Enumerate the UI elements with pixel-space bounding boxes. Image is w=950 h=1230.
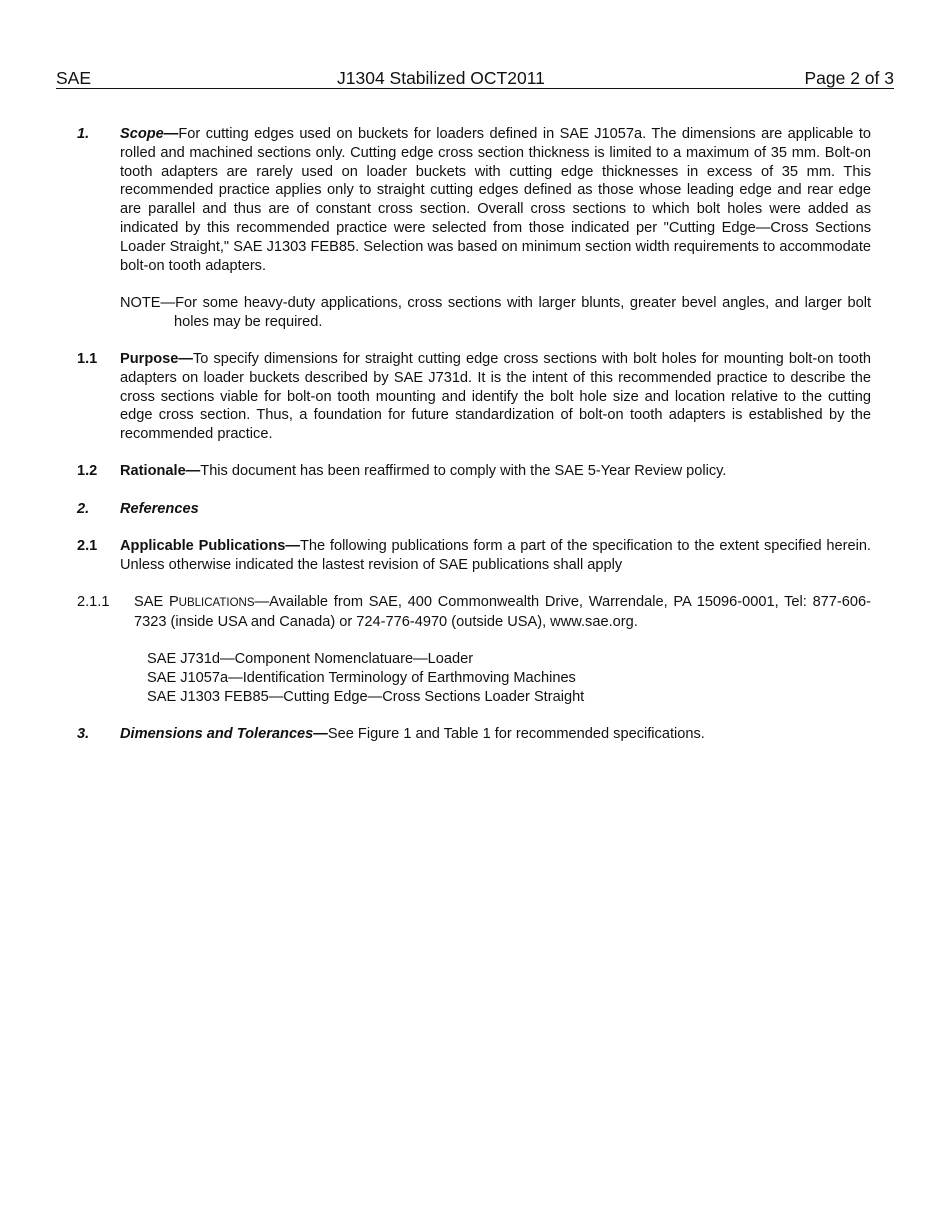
section-sae-publications	[77, 593, 871, 632]
section-title: Scope—	[120, 126, 179, 142]
section-number: 1.1	[77, 350, 98, 367]
section-scope	[77, 125, 871, 275]
section-text: —Available from SAE, 400 Commonwealth Drive, Warrendale, PA 15096-0001, Tel: 877-606-7323 (inside USA and Canada) or 724-776-4970 (outside USA), www.sae.org.	[134, 594, 871, 630]
reference-list	[147, 650, 871, 706]
section-applicable-publications	[77, 537, 871, 575]
label-initial: P	[168, 594, 179, 611]
document-body	[77, 125, 871, 762]
section-text: For cutting edges used on buckets for loaders defined in SAE J1057a. The dimensions are applicable to rolled and machined sections only. Cutting edge cross section thickness is limited to a maximum of 35 mm. Bolt-on tooth adapters are rarely used on loader buckets with cutting edge thicknesses in excess of 35 mm. This recommended practice applies only to straight cutting edges defined as those whose leading edge and rear edge are parallel and thus are of constant cross section. Overall cross sections to which bolt holes were added as indicated by this recommended practice were selected from those indicated per "Cutting Edge—Cross Sections Loader Straight," SAE J1303 FEB85. Selection was based on minimum section width requirements to accommodate bolt-on tooth adapters.	[120, 126, 871, 274]
section-number: 1.	[77, 126, 90, 142]
section-text: This document has been reaffirmed to comply with the SAE 5-Year Review policy.	[200, 463, 727, 480]
header-doc-id: J1304 Stabilized OCT2011	[337, 68, 545, 88]
section-number: 2.1.1	[77, 594, 110, 611]
section-title: Dimensions and Tolerances—	[120, 726, 328, 743]
page-header	[56, 68, 894, 89]
section-number: 2.1	[77, 538, 98, 555]
section-text: See Figure 1 and Table 1 for recommended specifications.	[327, 726, 705, 743]
section-rationale	[77, 462, 871, 481]
section-title: Rationale—	[120, 463, 201, 480]
section-number: 2.	[77, 500, 90, 517]
section-number: 1.2	[77, 463, 98, 480]
section-text: To specify dimensions for straight cutting edge cross sections with bolt holes for mounting bolt-on tooth adapters on loader buckets described by SAE J731d. It is the intent of this recommended practice to describe the cross sections viable for bolt-on tooth mounting and identify the bolt hole size and location relative to the cutting edge cross section. Thus, a foundation for future standardization of bolt-on tooth adapters is established by the recommended practice.	[120, 350, 871, 443]
reference-item: SAE J731d—Component Nomenclatuare—Loader	[147, 651, 474, 668]
label-smallcaps: UBLICATIONS	[178, 597, 255, 610]
header-page-number: Page 2 of 3	[804, 68, 894, 88]
reference-item: SAE J1057a—Identification Terminology of Earthmoving Machines	[147, 670, 576, 687]
section-references	[77, 500, 871, 519]
scope-note: NOTE—For some heavy-duty applications, cross sections with larger blunts, greater bevel angles, and larger bolt holes may be required.	[120, 294, 871, 330]
reference-item: SAE J1303 FEB85—Cutting Edge—Cross Sections Loader Straight	[147, 688, 585, 705]
section-title: Applicable Publications—	[120, 538, 300, 555]
section-title: Purpose—	[120, 350, 193, 367]
label-prefix: SAE	[134, 594, 169, 611]
header-org: SAE	[56, 68, 92, 88]
section-dimensions	[77, 725, 871, 744]
section-purpose	[77, 350, 871, 444]
section-number: 3.	[77, 726, 90, 743]
section-title: References	[120, 500, 199, 517]
section-text: The following publications form a part of the specification to the extent specified herein. Unless otherwise indicated the lastest revision of SAE publications shall apply	[120, 538, 871, 573]
